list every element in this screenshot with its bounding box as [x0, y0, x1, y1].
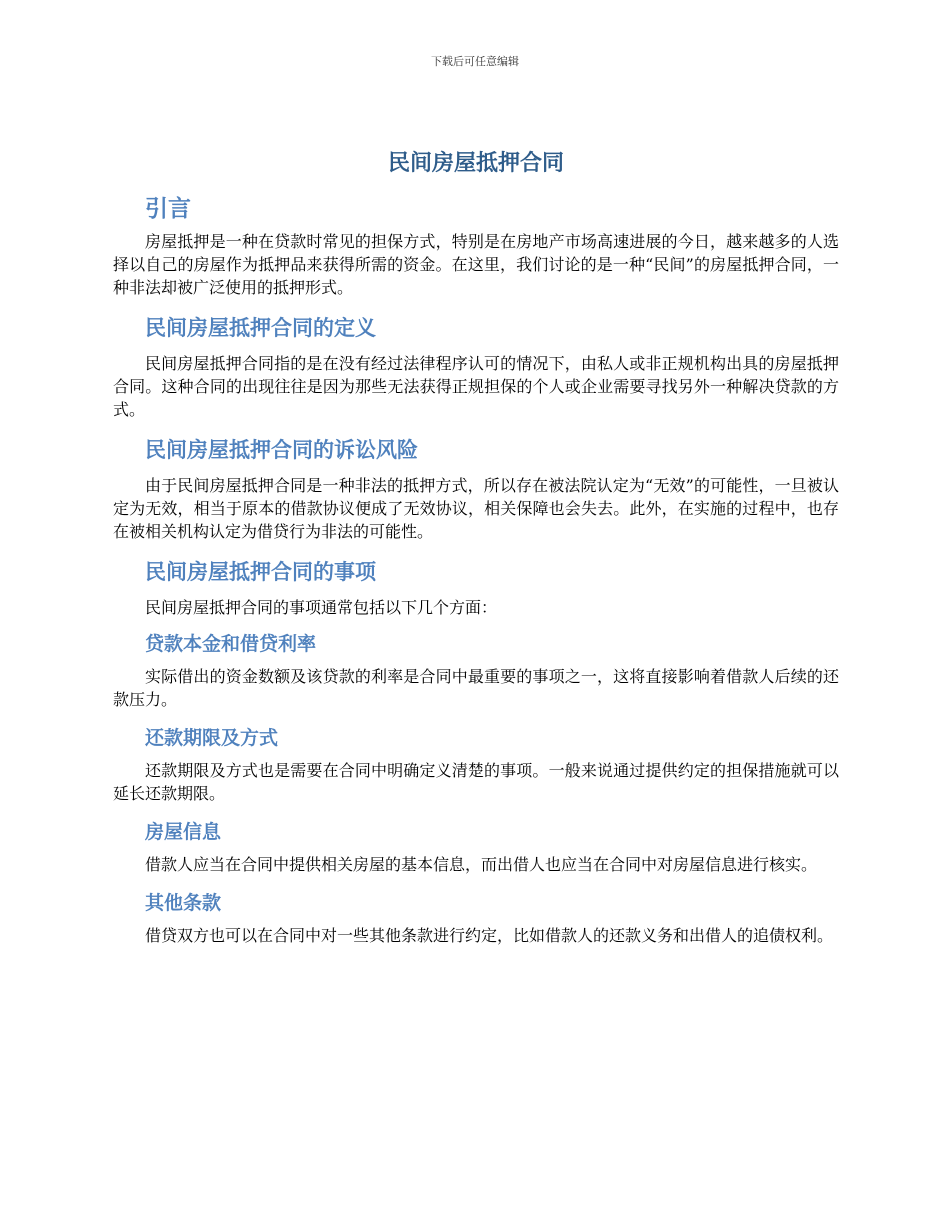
section-intro [113, 192, 839, 299]
section-definition [113, 312, 839, 421]
definition-paragraph: 民间房屋抵押合同指的是在没有经过法律程序认可的情况下，由私人或非正规机构出具的房屋抵押合同。这种合同的出现往往是因为那些无法获得正规担保的个人或企业需要寻找另外一种解决贷款的方式。 [113, 354, 839, 419]
property-info-heading: 房屋信息 [145, 821, 222, 843]
principal-rate-heading: 贷款本金和借贷利率 [145, 633, 317, 655]
subsection-repayment-term [113, 724, 839, 805]
intro-paragraph: 房屋抵押是一种在贷款时常见的担保方式，特别是在房地产市场高速进展的今日，越来越多的人选择以自己的房屋作为抵押品来获得所需的资金。在这里，我们讨论的是一种“民间”的房屋抵押合同，一种非法却被广泛使用的抵押形式。 [113, 232, 839, 297]
risk-paragraph: 由于民间房屋抵押合同是一种非法的抵押方式，所以存在被法院认定为“无效”的可能性，一旦被认定为无效，相当于原本的借款协议便成了无效协议，相关保障也会失去。此外，在实施的过程中，也存在被相关机构认定为借贷行为非法的可能性。 [113, 476, 839, 541]
other-terms-paragraph: 借贷双方也可以在合同中对一些其他条款进行约定，比如借款人的还款义务和出借人的追债权利。 [145, 926, 834, 945]
intro-heading: 引言 [145, 196, 191, 222]
subsection-principal-rate [113, 630, 839, 711]
repayment-term-heading: 还款期限及方式 [145, 727, 279, 749]
section-items [113, 556, 839, 947]
repayment-term-paragraph: 还款期限及方式也是需要在合同中明确定义清楚的事项。一般来说通过提供约定的担保措施就可以延长还款期限。 [113, 761, 839, 803]
principal-rate-paragraph: 实际借出的资金数额及该贷款的利率是合同中最重要的事项之一，这将直接影响着借款人后续的还款压力。 [113, 667, 839, 709]
page-header-note: 下载后可任意编辑 [431, 55, 519, 68]
items-heading: 民间房屋抵押合同的事项 [145, 560, 376, 584]
document-body [113, 148, 839, 960]
subsection-other-terms [113, 889, 839, 947]
other-terms-heading: 其他条款 [145, 892, 222, 914]
risk-heading: 民间房屋抵押合同的诉讼风险 [145, 438, 418, 462]
property-info-paragraph: 借款人应当在合同中提供相关房屋的基本信息，而出借人也应当在合同中对房屋信息进行核实。 [145, 855, 818, 874]
items-paragraph: 民间房屋抵押合同的事项通常包括以下几个方面： [145, 598, 498, 617]
document-title: 民间房屋抵押合同 [387, 151, 564, 176]
definition-heading: 民间房屋抵押合同的定义 [145, 316, 376, 340]
section-risk [113, 434, 839, 543]
subsection-property-info [113, 818, 839, 876]
